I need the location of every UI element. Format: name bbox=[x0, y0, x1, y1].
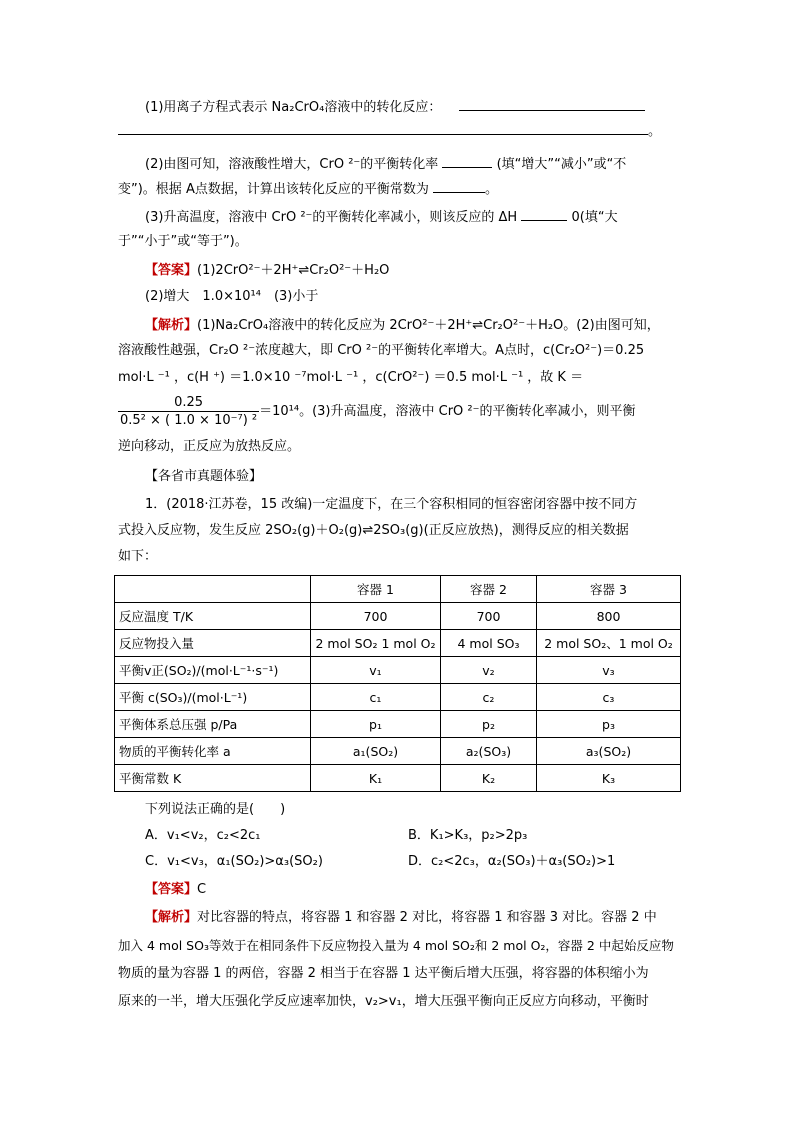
q1-answer-blank-2[interactable] bbox=[118, 120, 648, 135]
table-cell: K₃ bbox=[537, 765, 681, 792]
analysis2-line-4: 原来的一半，增大压强化学反应速率加快，v₂>v₁，增大压强平衡向正反应方向移动，平衡时 bbox=[118, 994, 649, 1009]
table-row bbox=[115, 765, 681, 792]
table-row bbox=[115, 711, 681, 738]
table-cell: c₂ bbox=[441, 684, 537, 711]
table-cell: 平衡v正(SO₂)/(mol·L⁻¹·s⁻¹) bbox=[115, 657, 311, 684]
analysis2-label: 【解析】 bbox=[145, 910, 198, 925]
option-b[interactable]: B．K₁>K₃，p₂>2p₃ bbox=[408, 828, 528, 843]
table-cell: v₁ bbox=[311, 657, 441, 684]
table-header-row bbox=[115, 576, 681, 603]
q3-answer-blank[interactable] bbox=[521, 206, 567, 221]
section-title: 【各省市真题体验】 bbox=[145, 469, 263, 484]
table-cell: 平衡 c(SO₃)/(mol·L⁻¹) bbox=[115, 684, 311, 711]
table-cell: c₃ bbox=[537, 684, 681, 711]
analysis2-line-1 bbox=[145, 908, 657, 928]
q1-line bbox=[145, 96, 645, 118]
table-cell: 平衡体系总压强 p/Pa bbox=[115, 711, 311, 738]
table-cell: a₂(SO₃) bbox=[441, 738, 537, 765]
fraction-numerator: 0.25 bbox=[118, 394, 259, 412]
q2-line2-pre: 变”)。根据 A点数据，计算出该转化反应的平衡常数为 bbox=[118, 182, 429, 197]
answer2-value: C bbox=[197, 882, 207, 897]
answer1-line-1 bbox=[145, 261, 389, 281]
table-cell: v₃ bbox=[537, 657, 681, 684]
q2-line-2 bbox=[118, 178, 498, 200]
q1-end-mark: 。 bbox=[648, 124, 662, 139]
table-header-cell: 容器 2 bbox=[441, 576, 537, 603]
q1-answer-blank[interactable] bbox=[459, 96, 645, 111]
analysis2-line-3: 物质的量为容器 1 的两倍，容器 2 相当于在容器 1 达平衡后增大压强，将容器的体积缩小为 bbox=[118, 966, 649, 981]
answer1-line-2: (2)增大 1.0×10¹⁴ (3)小于 bbox=[145, 289, 319, 304]
table-cell: 反应温度 T/K bbox=[115, 603, 311, 630]
analysis1-line-4 bbox=[118, 394, 635, 429]
option-c[interactable]: C．v₁<v₃，α₁(SO₂)>α₃(SO₂) bbox=[145, 854, 323, 869]
answer2-line bbox=[145, 880, 206, 900]
table-row bbox=[115, 630, 681, 657]
option-a[interactable]: A．v₁<v₂，c₂<2c₁ bbox=[145, 828, 261, 843]
table-cell: p₃ bbox=[537, 711, 681, 738]
table-cell: 2 mol SO₂、1 mol O₂ bbox=[537, 630, 681, 657]
table-cell: K₁ bbox=[311, 765, 441, 792]
answer1-text-1: (1)2CrO²⁻＋2H⁺⇌Cr₂O²⁻＋H₂O bbox=[197, 263, 390, 278]
table-cell: K₂ bbox=[441, 765, 537, 792]
table-cell: 反应物投入量 bbox=[115, 630, 311, 657]
table-row bbox=[115, 657, 681, 684]
q3-text-pre: (3)升高温度，溶液中 CrO ²⁻的平衡转化率减小，则该反应的 ΔH bbox=[145, 210, 518, 225]
q1-continuation bbox=[118, 120, 661, 142]
q3-text-post: 0(填“大 bbox=[571, 210, 618, 225]
answer2-label: 【答案】 bbox=[145, 882, 198, 897]
analysis1-line-1 bbox=[145, 316, 660, 336]
option-d[interactable]: D．c₂<2c₃，α₂(SO₃)＋α₃(SO₂)>1 bbox=[408, 854, 616, 869]
table-header-cell bbox=[115, 576, 311, 603]
q2-text-post: (填“增大”“减小”或“不 bbox=[496, 157, 627, 172]
analysis1-text-1: (1)Na₂CrO₄溶液中的转化反应为 2CrO²⁻＋2H⁺⇌Cr₂O²⁻＋H₂O。(2)由图可知， bbox=[197, 318, 660, 333]
question2-line-1: 1．(2018·江苏卷，15 改编)一定温度下，在三个容积相同的恒容密闭容器中按不同方 bbox=[145, 497, 638, 512]
answer1-label: 【答案】 bbox=[145, 263, 198, 278]
equilibrium-constant-fraction bbox=[118, 394, 259, 429]
table-cell: a₃(SO₂) bbox=[537, 738, 681, 765]
table-cell: p₁ bbox=[311, 711, 441, 738]
question-prompt: 下列说法正确的是( ) bbox=[145, 802, 286, 817]
table-cell: v₂ bbox=[441, 657, 537, 684]
analysis1-line-2: 溶液酸性越强，Cr₂O ²⁻浓度越大，即 CrO ²⁻的平衡转化率增大。A点时，c(Cr₂O²⁻)＝0.25 bbox=[118, 343, 645, 358]
table-cell: 4 mol SO₃ bbox=[441, 630, 537, 657]
q2-line2-post: 。 bbox=[484, 182, 498, 197]
table-cell: 700 bbox=[441, 603, 537, 630]
analysis1-line-5: 逆向移动，正反应为放热反应。 bbox=[118, 439, 301, 454]
q2-answer-blank-1[interactable] bbox=[442, 153, 492, 168]
analysis1-after-fraction: ＝10¹⁴。(3)升高温度，溶液中 CrO ²⁻的平衡转化率减小，则平衡 bbox=[259, 404, 636, 419]
table-header-cell: 容器 1 bbox=[311, 576, 441, 603]
table-cell: 平衡常数 K bbox=[115, 765, 311, 792]
table-row bbox=[115, 738, 681, 765]
analysis1-line-3: mol·L ⁻¹ ，c(H ⁺) ＝1.0×10 ⁻⁷mol·L ⁻¹ ，c(CrO²⁻) ＝0.5 mol·L ⁻¹ ，故 K ＝ bbox=[118, 370, 584, 385]
table-cell: 物质的平衡转化率 a bbox=[115, 738, 311, 765]
table-header-cell: 容器 3 bbox=[537, 576, 681, 603]
analysis1-label: 【解析】 bbox=[145, 318, 198, 333]
q2-answer-blank-2[interactable] bbox=[433, 178, 485, 193]
q3-line-2: 于”“小于”或“等于”)。 bbox=[118, 234, 248, 249]
q1-text: (1)用离子方程式表示 Na₂CrO₄溶液中的转化反应： bbox=[145, 100, 442, 115]
table-cell: p₂ bbox=[441, 711, 537, 738]
question2-line-2: 式投入反应物，发生反应 2SO₂(g)＋O₂(g)⇌2SO₃(g)(正反应放热)，测得反应的相关数据 bbox=[118, 523, 629, 538]
table-cell: 700 bbox=[311, 603, 441, 630]
table-row bbox=[115, 603, 681, 630]
analysis2-line-2: 加入 4 mol SO₃等效于在相同条件下反应物投入量为 4 mol SO₂和 2 mol O₂，容器 2 中起始反应物 bbox=[118, 938, 674, 953]
q3-line-1 bbox=[145, 206, 618, 228]
table-cell: 2 mol SO₂ 1 mol O₂ bbox=[311, 630, 441, 657]
table-cell: a₁(SO₂) bbox=[311, 738, 441, 765]
analysis2-text-1: 对比容器的特点，将容器 1 和容器 2 对比，将容器 1 和容器 3 对比。容器 2 中 bbox=[197, 910, 657, 925]
table-cell: c₁ bbox=[311, 684, 441, 711]
question2-line-3: 如下： bbox=[118, 549, 158, 564]
table-cell: 800 bbox=[537, 603, 681, 630]
q2-text-pre: (2)由图可知，溶液酸性增大，CrO ²⁻的平衡转化率 bbox=[145, 157, 439, 172]
table-row bbox=[115, 684, 681, 711]
fraction-denominator: 0.5² × ( 1.0 × 10⁻⁷) ² bbox=[120, 413, 258, 428]
q2-line-1 bbox=[145, 153, 626, 175]
data-table bbox=[114, 575, 681, 792]
